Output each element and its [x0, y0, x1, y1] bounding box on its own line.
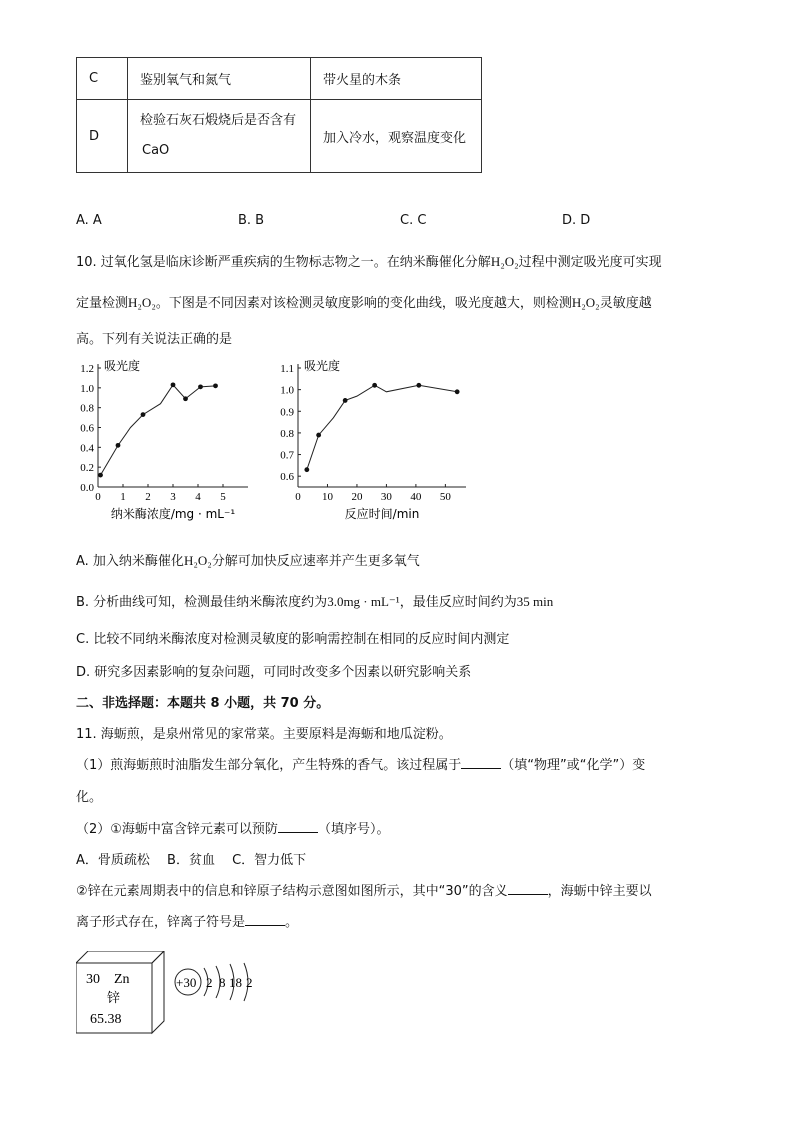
- y-tick-label: 0.9: [280, 406, 294, 419]
- option-b: B. B: [238, 213, 265, 228]
- y-tick-label: 1.2: [80, 363, 94, 375]
- q10-line3: 高。下列有关说法正确的是: [76, 332, 233, 347]
- y-tick-label: 0.6: [80, 422, 94, 435]
- option-value: 35 min: [516, 594, 554, 609]
- table-row: [77, 100, 482, 173]
- chart-concentration: [66, 352, 256, 532]
- y-tick-label: 1.1: [280, 363, 294, 375]
- y-tick-label: 0.2: [80, 462, 94, 475]
- x-tick-label: 5: [220, 491, 226, 503]
- q10-line2: [76, 292, 652, 311]
- x-tick-label: 4: [195, 491, 201, 503]
- table-cell-experiment: 鉴别氧气和氮气: [128, 58, 311, 100]
- shell-electrons: 2: [206, 975, 213, 990]
- data-point: [213, 383, 218, 388]
- shell-electrons: 2: [246, 975, 253, 990]
- q11-part3: [76, 880, 652, 899]
- q11-text: 。: [285, 915, 299, 930]
- option-c: C. C: [400, 213, 427, 228]
- x-tick-label: 2: [145, 491, 151, 503]
- y-tick-label: 1.0: [280, 384, 294, 397]
- y-tick-label: 0.7: [280, 449, 294, 462]
- q10-option-c: C. 比较不同纳米酶浓度对检测灵敏度的影响需控制在相同的反应时间内测定: [76, 632, 510, 647]
- x-tick-label: 3: [170, 491, 176, 503]
- table-cell-method: 带火星的木条: [311, 58, 482, 100]
- data-point: [316, 433, 321, 438]
- h2o2-formula: H₂O₂: [128, 295, 156, 310]
- element-mass: 65.38: [90, 1012, 122, 1027]
- q11-intro: 11. 海蛎煎，是泉州常见的家常菜。主要原料是海蛎和地瓜淀粉。: [76, 727, 452, 742]
- table-cell-method: 加入冷水，观察温度变化: [311, 100, 482, 173]
- data-point: [141, 412, 146, 417]
- q10-text: 过程中测定吸光度可实现: [518, 255, 662, 270]
- data-point: [343, 398, 348, 403]
- option-text: B. 分析曲线可知，检测最佳纳米酶浓度约为: [76, 595, 328, 610]
- table-row: [77, 58, 482, 100]
- x-tick-label: 10: [321, 491, 333, 503]
- data-point: [416, 383, 421, 388]
- answer-blank[interactable]: [461, 756, 501, 769]
- q11-part1: [76, 754, 645, 773]
- answer-blank[interactable]: [278, 820, 318, 833]
- element-symbol: Zn: [114, 972, 130, 987]
- option-text: A. 加入纳米酶催化: [76, 554, 184, 569]
- q10-text: 。下图是不同因素对该检测灵敏度影响的变化曲线，吸光度越大，则检测: [155, 296, 572, 311]
- series-line: [307, 385, 457, 469]
- q11-options: A．骨质疏松 B．贫血 C．智力低下: [76, 853, 307, 868]
- chart-reaction-time: [270, 352, 470, 532]
- table-cell-letter: C: [77, 58, 128, 100]
- q10-option-d: D. 研究多因素影响的复杂问题，可同时改变多个因素以研究影响关系: [76, 665, 472, 680]
- y-axis-label: 吸光度: [104, 359, 141, 373]
- series-line: [101, 385, 216, 475]
- q10-text: 定量检测: [76, 296, 129, 311]
- q11-text: （1）煎海蛎煎时油脂发生部分氧化，产生特殊的香气。该过程属于: [76, 758, 462, 773]
- q11-text: （2）①海蛎中富含锌元素可以预防: [76, 822, 278, 837]
- data-point: [98, 473, 103, 478]
- x-axis-label: 纳米酶浓度/mg · mL⁻¹: [110, 507, 236, 521]
- q11-text: （填“物理”或“化学”）变: [501, 758, 646, 773]
- table-cell-letter: D: [77, 100, 128, 173]
- y-tick-label: 0.8: [80, 402, 94, 415]
- y-tick-label: 1.0: [80, 382, 94, 395]
- q10-line1: [76, 251, 662, 270]
- h2o2-formula: H₂O₂: [571, 295, 600, 310]
- answer-blank[interactable]: [245, 913, 285, 926]
- x-tick-label: 0: [295, 491, 301, 503]
- section-heading: 二、非选择题：本题共 8 小题，共 70 分。: [76, 696, 330, 711]
- q11-part2: [76, 818, 389, 837]
- x-tick-label: 20: [351, 491, 363, 503]
- q11-text: ，海蛎中锌主要以: [547, 884, 652, 899]
- data-point: [304, 467, 309, 472]
- option-text: 分解可加快反应速率并产生更多氧气: [211, 554, 420, 569]
- data-point: [455, 389, 460, 394]
- data-point: [198, 384, 203, 389]
- data-point: [183, 396, 188, 401]
- option-a: A. A: [76, 213, 102, 228]
- table-cell-text: 检验石灰石煅烧后是否含有: [140, 113, 297, 128]
- option-d: D. D: [562, 213, 591, 228]
- x-tick-label: 50: [439, 491, 451, 503]
- h2o2-formula: H₂O₂: [183, 553, 212, 568]
- q11-text: 离子形式存在，锌离子符号是: [76, 915, 246, 930]
- nucleus-charge: +30: [176, 975, 197, 990]
- y-tick-label: 0.4: [80, 442, 94, 455]
- y-tick-label: 0.6: [280, 471, 294, 484]
- zinc-element-cell: [76, 951, 168, 1035]
- x-tick-label: 40: [410, 491, 422, 503]
- y-axis-label: 吸光度: [304, 359, 341, 373]
- zinc-atom-diagram: [172, 962, 262, 1006]
- shell-electrons: 8: [219, 975, 226, 990]
- q11-part1-cont: 化。: [76, 790, 103, 805]
- q10-option-a: [76, 550, 420, 569]
- x-axis-label: 反应时间/min: [344, 507, 420, 521]
- table-cell-text-cao: CaO: [142, 143, 170, 158]
- answer-blank[interactable]: [508, 882, 548, 895]
- element-number: 30: [86, 972, 100, 987]
- data-point: [171, 382, 176, 387]
- data-point: [372, 383, 377, 388]
- h2o2-formula: H₂O₂: [490, 254, 519, 269]
- option-value: 3.0mg · mL⁻¹: [327, 594, 400, 609]
- shell-electrons: 18: [229, 975, 242, 990]
- option-text: ，最佳反应时间约为: [399, 595, 517, 610]
- x-tick-label: 0: [95, 491, 101, 503]
- element-name: 锌: [107, 991, 121, 1006]
- q10-text: 灵敏度越: [599, 296, 652, 311]
- q11-part4: [76, 911, 298, 930]
- q11-text: （填序号）。: [317, 822, 390, 837]
- table-cell-experiment: [128, 100, 311, 173]
- y-tick-label: 0.0: [80, 482, 94, 494]
- q11-text: ②锌在元素周期表中的信息和锌原子结构示意图如图所示，其中“30”的含义: [76, 884, 508, 899]
- x-tick-label: 1: [120, 491, 126, 503]
- x-tick-label: 30: [380, 491, 392, 503]
- y-tick-label: 0.8: [280, 427, 294, 440]
- q10-text: 10. 过氧化氢是临床诊断严重疾病的生物标志物之一。在纳米酶催化分解: [76, 255, 491, 270]
- data-point: [116, 443, 121, 448]
- q10-option-b: [76, 591, 553, 610]
- options-table: [76, 57, 482, 173]
